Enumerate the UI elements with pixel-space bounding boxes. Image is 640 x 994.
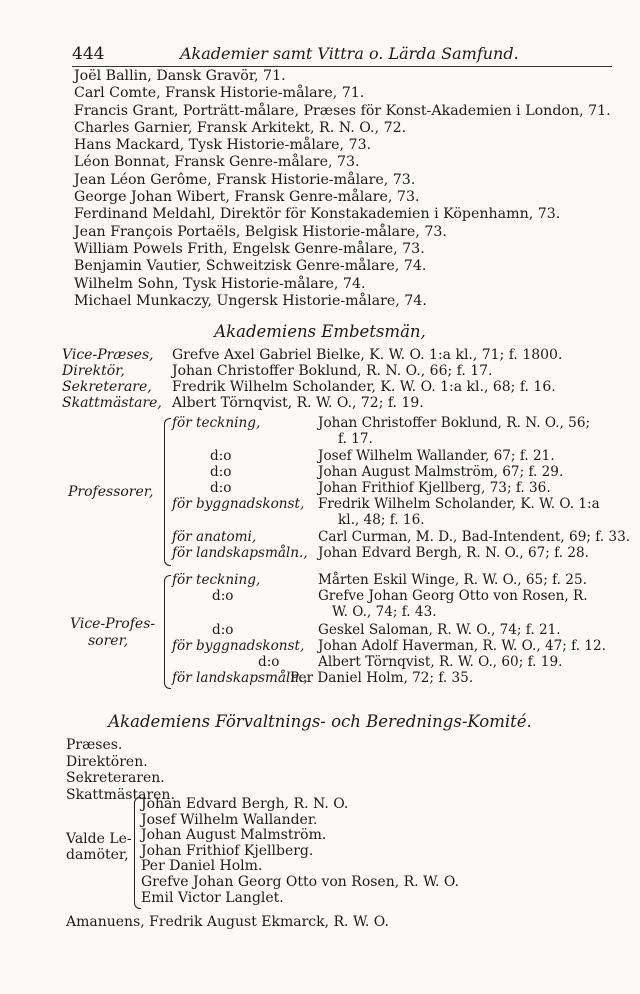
vprof-subject: för landskapsmåln.,: [172, 670, 308, 686]
vprof-name: W. O., 74; f. 43.: [332, 604, 437, 620]
vprof-subject: för byggnadskonst,: [172, 638, 305, 654]
vprof-name: Geskel Saloman, R. W. O., 74; f. 21.: [318, 622, 561, 638]
vprof-name: Grefve Johan Georg Otto von Rosen, R.: [318, 588, 588, 604]
prof-subject: d:o: [210, 480, 232, 496]
elected-label-line: Valde Le-: [66, 831, 132, 847]
elected-member: Emil Victor Langlet.: [141, 889, 284, 906]
prof-name: Fredrik Wilhelm Scholander, K. W. O. 1:a: [318, 496, 600, 512]
prof-name: Johan Christoffer Boklund, R. N. O., 56;: [318, 415, 591, 431]
officer-role: Sekreterare,: [62, 379, 152, 395]
officer-role: Vice-Præses,: [62, 347, 154, 363]
vice-professors-label-cont: sorer,: [88, 633, 129, 649]
member-line: Michael Munkaczy, Ungersk Historie-målare, 74.: [74, 292, 427, 309]
prof-subject: d:o: [210, 464, 232, 480]
elected-label-line: damöter,: [66, 846, 129, 863]
officials-heading: Akademiens Embetsmän,: [214, 322, 426, 341]
officer-name: Fredrik Wilhelm Scholander, K. W. O. 1:a kl., 68; f. 16.: [172, 379, 556, 395]
prof-name: Johan Edvard Bergh, R. N. O., 67; f. 28.: [318, 545, 589, 561]
page-header: [72, 40, 612, 68]
member-line: Léon Bonnat, Fransk Genre-målare, 73.: [74, 154, 360, 171]
elected-member: Johan Frithiof Kjellberg.: [141, 842, 314, 859]
prof-name: Carl Curman, M. D., Bad-Intendent, 69; f. 33.: [318, 529, 631, 545]
vprof-name: Albert Törnqvist, R. W. O., 60; f. 19.: [318, 654, 563, 670]
vice-professors-group: [0, 573, 640, 697]
professors-label: Professorer,: [68, 484, 154, 500]
elected-member: Johan Edvard Bergh, R. N. O.: [141, 796, 349, 812]
elected-member: Johan August Malmström.: [141, 827, 327, 844]
professors-group: [0, 416, 640, 576]
vprof-subject: d:o: [212, 588, 234, 604]
vice-professors-label: Vice-Profes-: [70, 616, 156, 632]
prof-subject: för teckning,: [172, 415, 261, 431]
committee-ex-officio: [66, 737, 175, 803]
officer-role: Skattmästare,: [62, 395, 162, 411]
vprof-subject: för teckning,: [172, 572, 261, 588]
prof-name: f. 17.: [338, 431, 373, 447]
officer-name: Johan Christoffer Boklund, R. N. O., 66; f. 17.: [172, 363, 493, 379]
officer-vice-praeses: [62, 348, 632, 364]
member-line: Ferdinand Meldahl, Direktör för Konstakademien i Köpenhamn, 73.: [74, 206, 561, 223]
member-line: George Johan Wibert, Fransk Genre-målare, 73.: [74, 189, 420, 206]
professors-brace: [164, 418, 171, 566]
vprof-name: Per Daniel Holm, 72; f. 35.: [290, 670, 474, 686]
committee-member: Sekreteraren.: [66, 770, 165, 787]
officer-role: Direktör,: [62, 363, 125, 379]
elected-members-label: [66, 832, 132, 863]
officer-name: Grefve Axel Gabriel Bielke, K. W. O. 1:a kl., 71; f. 1800.: [172, 347, 563, 363]
prof-name: Josef Wilhelm Wallander, 67; f. 21.: [318, 448, 555, 464]
member-line: Wilhelm Sohn, Tysk Historie-målare, 74.: [74, 275, 366, 292]
elected-member: Josef Wilhelm Wallander.: [141, 811, 318, 828]
committee-member: Direktören.: [66, 753, 148, 770]
elected-member: Per Daniel Holm.: [141, 858, 263, 875]
committee-member: Præses.: [66, 737, 123, 753]
prof-subject: för byggnadskonst,: [172, 496, 305, 512]
officer-sekreterare: [62, 380, 632, 396]
member-line: Jean François Portaëls, Belgisk Historie-målare, 73.: [74, 223, 447, 240]
member-line: Joël Ballin, Dansk Gravör, 71.: [74, 68, 286, 84]
member-line: Benjamin Vautier, Schweitzisk Genre-målare, 74.: [74, 258, 427, 275]
prof-name: Johan August Malmström, 67; f. 29.: [318, 464, 564, 480]
committee-heading: Akademiens Förvaltnings- och Berednings-Komité.: [108, 712, 532, 731]
member-line: Charles Garnier, Fransk Arkitekt, R. N. O., 72.: [74, 119, 407, 136]
prof-subject: för landskapsmåln.,: [172, 545, 308, 561]
running-title: Akademier samt Vittra o. Lärda Samfund.: [180, 44, 519, 63]
officer-skattmastare: [62, 396, 632, 412]
prof-subject: d:o: [210, 448, 232, 464]
officer-name: Albert Törnqvist, R. W. O., 72; f. 19.: [172, 395, 424, 411]
header-rule: [72, 66, 612, 67]
member-line: Carl Comte, Fransk Historie-målare, 71.: [74, 85, 365, 102]
elected-brace: [134, 797, 141, 909]
page-number: 444: [72, 44, 105, 64]
foreign-members-list: [74, 68, 620, 310]
officer-direktor: [62, 364, 632, 380]
vprof-subject: d:o: [258, 654, 280, 670]
elected-member: Grefve Johan Georg Otto von Rosen, R. W. O.: [141, 873, 460, 890]
member-line: Francis Grant, Porträtt-målare, Præses för Konst-Akademien i London, 71.: [74, 102, 611, 119]
member-line: Jean Léon Gerôme, Fransk Historie-målare, 73.: [74, 171, 416, 188]
vprof-subject: d:o: [212, 622, 234, 638]
vprof-name: Mårten Eskil Winge, R. W. O., 65; f. 25.: [318, 572, 587, 588]
amanuens-line: Amanuens, Fredrik August Ekmarck, R. W. O.: [66, 914, 389, 930]
member-line: William Powels Frith, Engelsk Genre-målare, 73.: [74, 240, 425, 257]
prof-name: Johan Frithiof Kjellberg, 73; f. 36.: [318, 480, 551, 496]
elected-members-list: [141, 797, 459, 906]
vprof-name: Johan Adolf Haverman, R. W. O., 47; f. 12.: [318, 638, 606, 654]
member-line: Hans Mackard, Tysk Historie-målare, 73.: [74, 137, 372, 154]
prof-subject: för anatomi,: [172, 529, 257, 545]
vice-professors-brace: [164, 575, 171, 689]
committee-member: Skattmästaren.: [66, 786, 175, 803]
prof-name: kl., 48; f. 16.: [338, 512, 425, 528]
